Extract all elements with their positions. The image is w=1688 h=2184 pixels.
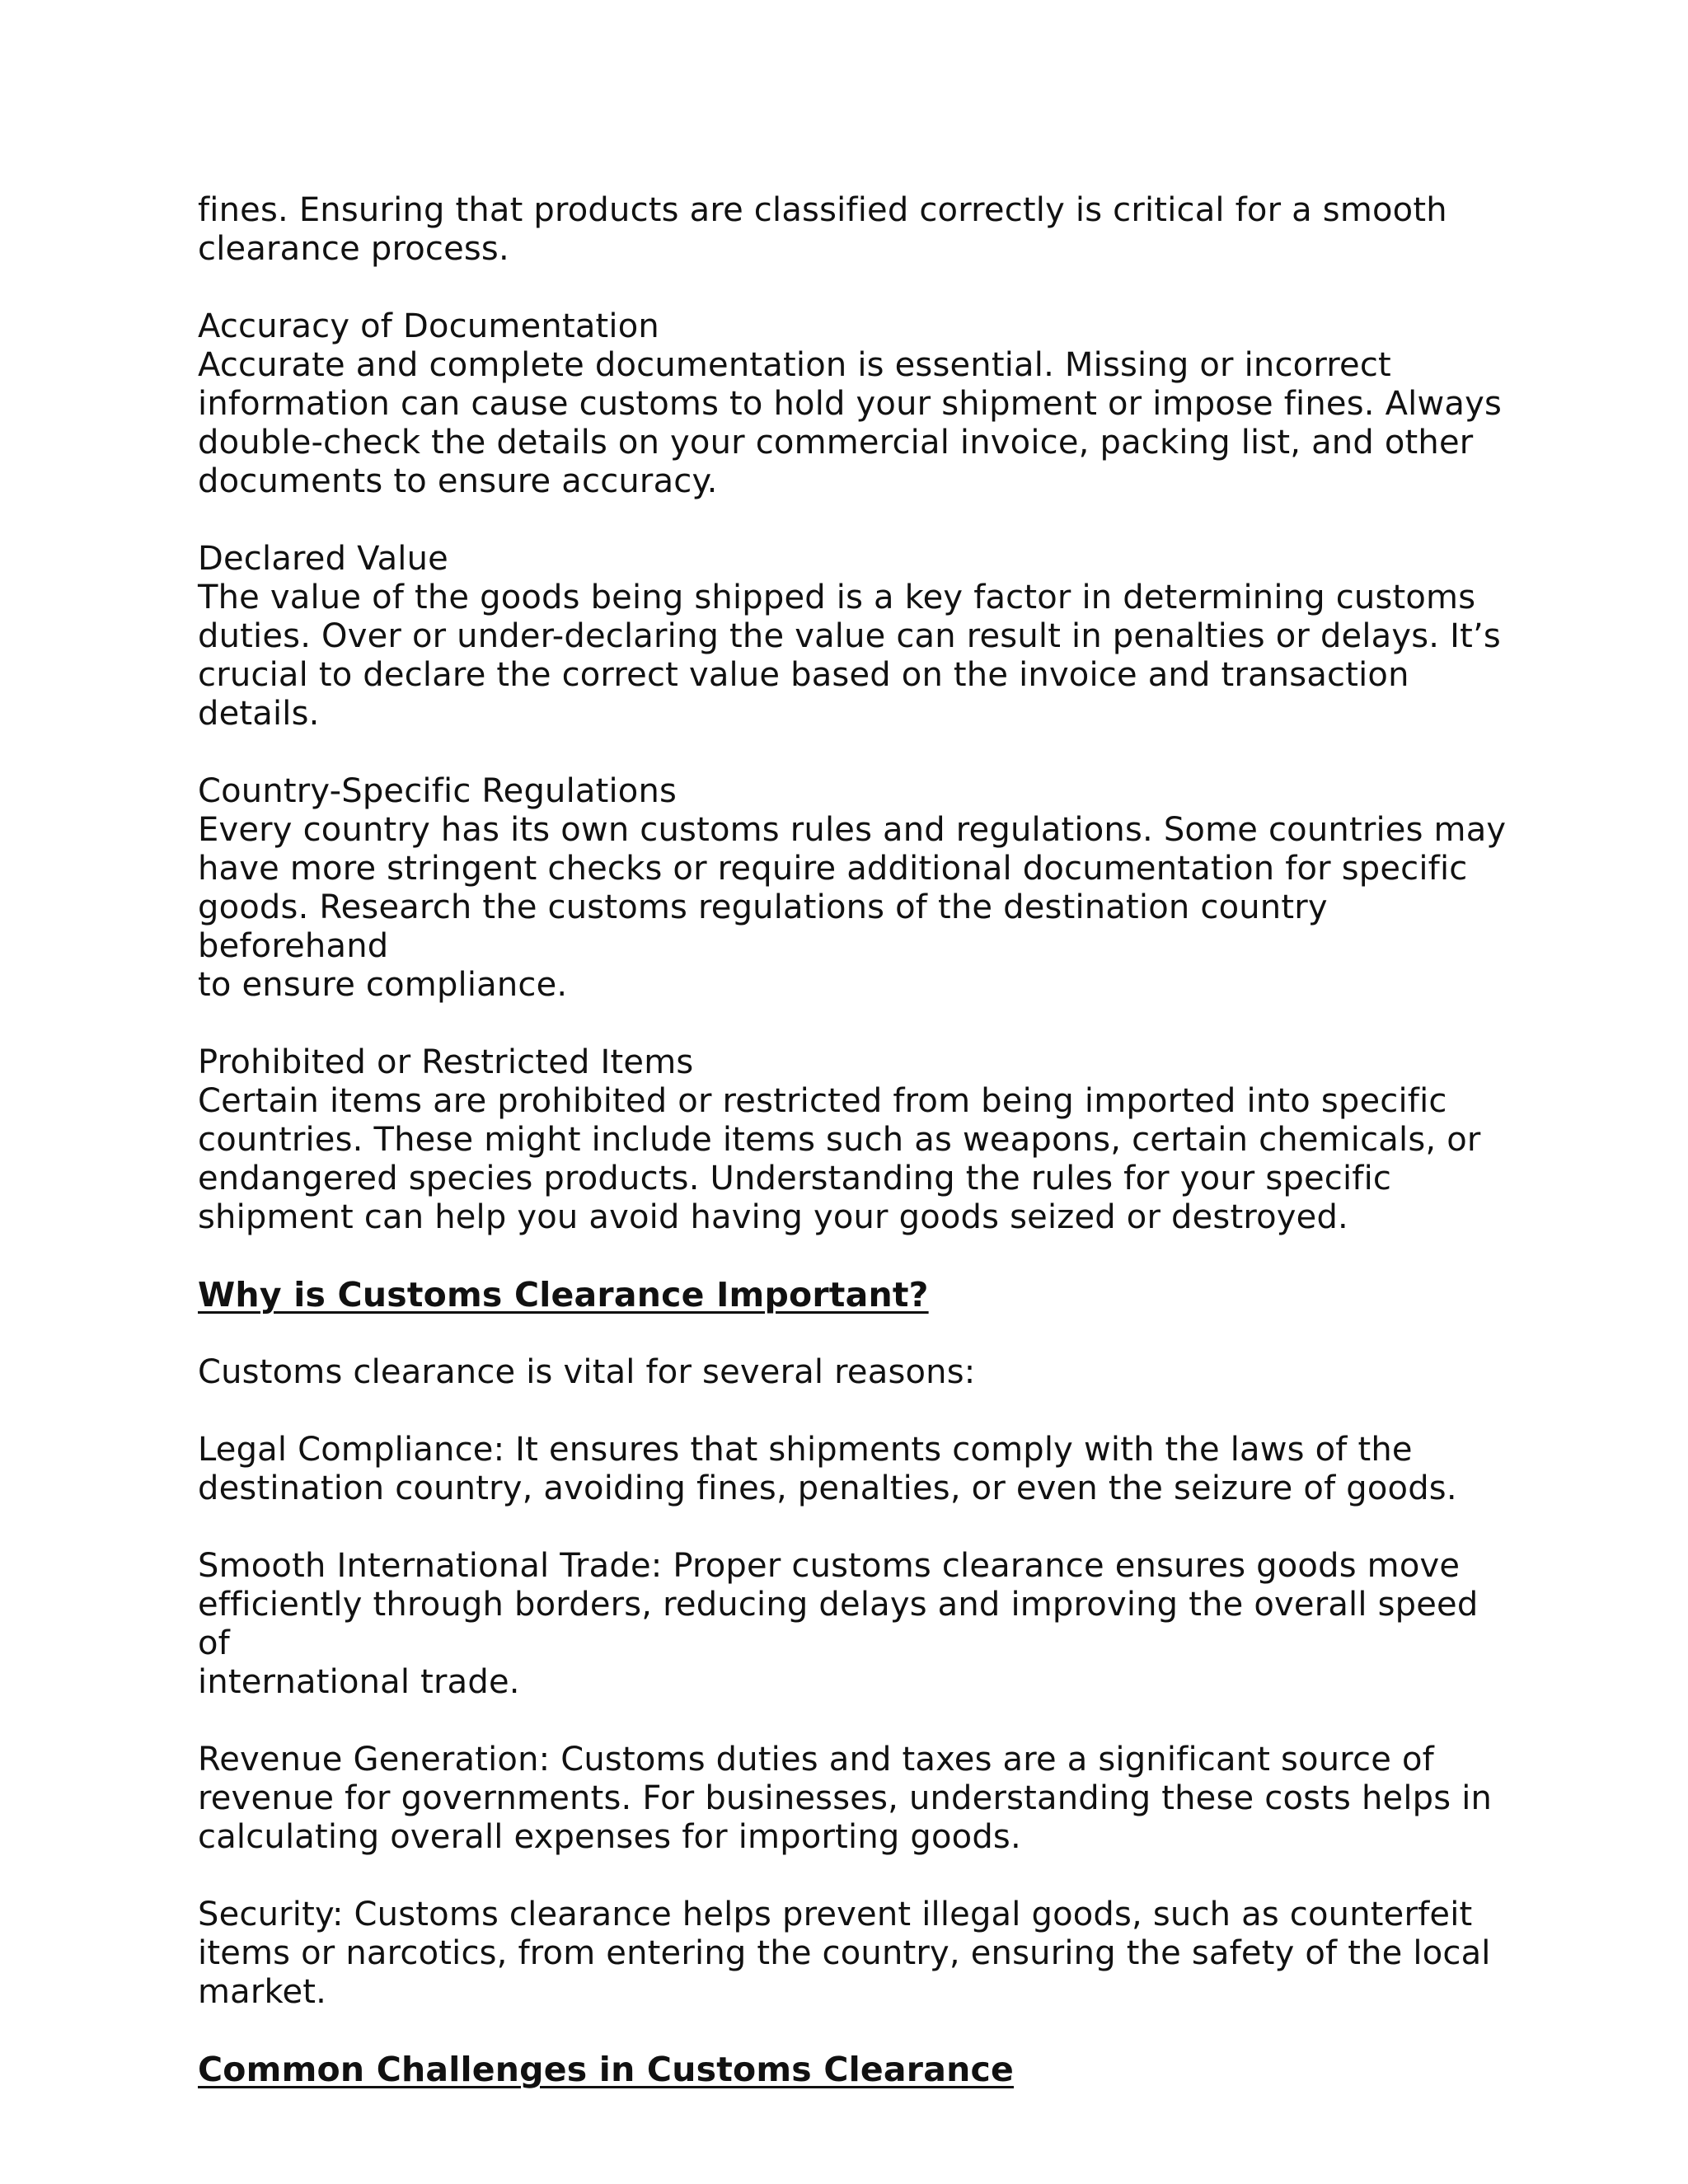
intro-paragraph: fines. Ensuring that products are classified correctly is critical for a smooth clearance process. bbox=[198, 191, 1447, 268]
heading-common-challenges: Common Challenges in Customs Clearance bbox=[198, 2050, 1014, 2089]
section-accuracy-of-documentation bbox=[198, 307, 1517, 501]
importance-point-smooth-trade bbox=[198, 1547, 1517, 1702]
importance-point-revenue-generation bbox=[198, 1741, 1517, 1857]
importance-point: Security: Customs clearance helps prevent illegal goods, such as counterfeit items or narcotics, from entering the country, ensuring the safety of the local market. bbox=[198, 1896, 1491, 2011]
importance-point-security bbox=[198, 1896, 1517, 2012]
importance-intro-block bbox=[198, 1353, 1517, 1392]
section-title: Declared Value bbox=[198, 540, 448, 578]
intro-paragraph-block bbox=[198, 191, 1517, 269]
section-body: Certain items are prohibited or restricted from being imported into specific countries. These might include items such as weapons, certain chemicals, or endangered species products. Understanding the rules for your specific shipment can help you avoid having your goods seized or destroyed. bbox=[198, 1082, 1481, 1236]
heading-why-customs-clearance-important: Why is Customs Clearance Important? bbox=[198, 1275, 929, 1315]
section-prohibited-or-restricted-items bbox=[198, 1043, 1517, 1237]
importance-point: Smooth International Trade: Proper customs clearance ensures goods move efficiently through borders, reducing delays and improving the overall speed of international trade. bbox=[198, 1547, 1479, 1701]
section-title: Prohibited or Restricted Items bbox=[198, 1043, 694, 1081]
section-title: Country-Specific Regulations bbox=[198, 772, 678, 810]
document-page bbox=[198, 191, 1517, 2128]
section-body: Every country has its own customs rules and regulations. Some countries may have more stringent checks or require additional documentation for specific goods. Research the customs regulations of the destination country beforehand to ensure compliance. bbox=[198, 811, 1507, 1004]
importance-intro: Customs clearance is vital for several reasons: bbox=[198, 1353, 976, 1391]
section-country-specific-regulations bbox=[198, 772, 1517, 1005]
section-body: The value of the goods being shipped is a key factor in determining customs duties. Over or under-declaring the value can result in penalties or delays. It’s crucial to declare the correct value based on the invoice and transaction details. bbox=[198, 579, 1501, 733]
section-body: Accurate and complete documentation is essential. Missing or incorrect information can cause customs to hold your shipment or impose fines. Always double-check the details on your commercial invoice, packing list, and other documents to ensure accuracy. bbox=[198, 346, 1502, 500]
importance-point: Revenue Generation: Customs duties and taxes are a significant source of revenue for governments. For businesses, understanding these costs helps in calculating overall expenses for importing goods. bbox=[198, 1741, 1493, 1856]
section-declared-value bbox=[198, 540, 1517, 733]
importance-point: Legal Compliance: It ensures that shipments comply with the laws of the destination country, avoiding fines, penalties, or even the seizure of goods. bbox=[198, 1431, 1457, 1507]
importance-point-legal-compliance bbox=[198, 1431, 1517, 1508]
section-title: Accuracy of Documentation bbox=[198, 307, 659, 345]
